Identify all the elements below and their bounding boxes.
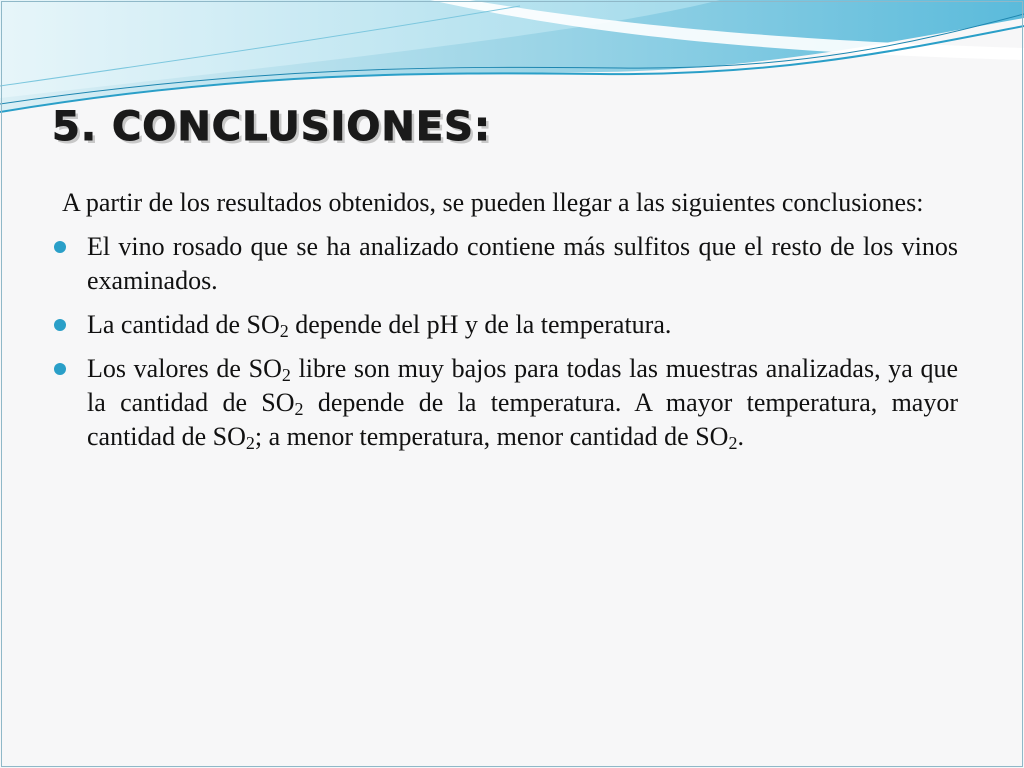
subscript: 2: [279, 321, 289, 341]
conclusions-list: [62, 230, 958, 454]
bullet-text: libre son muy bajos para todas las muestras analizadas, ya que la cantidad de SO: [87, 354, 959, 417]
slide-title: 5. CONCLUSIONES:: [52, 104, 491, 150]
list-item: [62, 230, 958, 298]
bullet-text: Los valores de SO: [87, 354, 282, 383]
intro-paragraph: A partir de los resultados obtenidos, se pueden llegar a las siguientes conclusiones:: [62, 188, 924, 217]
slide-body: [62, 186, 958, 464]
bullet-text: .: [737, 422, 744, 451]
bullet-text: El vino rosado que se ha analizado contiene más sulfitos que el resto de los vinos examinados.: [87, 232, 958, 295]
bullet-text: La cantidad de SO: [87, 310, 280, 339]
bullet-text: depende de la temperatura. A mayor temperatura, mayor cantidad de SO: [87, 388, 958, 451]
list-item: [62, 308, 958, 342]
subscript: 2: [294, 399, 304, 419]
bullet-dot-icon: [54, 319, 66, 331]
list-item: [62, 352, 958, 454]
bullet-text: ; a menor temperatura, menor cantidad de SO: [254, 422, 729, 451]
bullet-dot-icon: [54, 363, 66, 375]
bullet-text: depende del pH y de la temperatura.: [288, 310, 672, 339]
subscript: 2: [245, 433, 255, 453]
bullet-dot-icon: [54, 241, 66, 253]
subscript: 2: [728, 433, 738, 453]
subscript: 2: [281, 365, 291, 385]
